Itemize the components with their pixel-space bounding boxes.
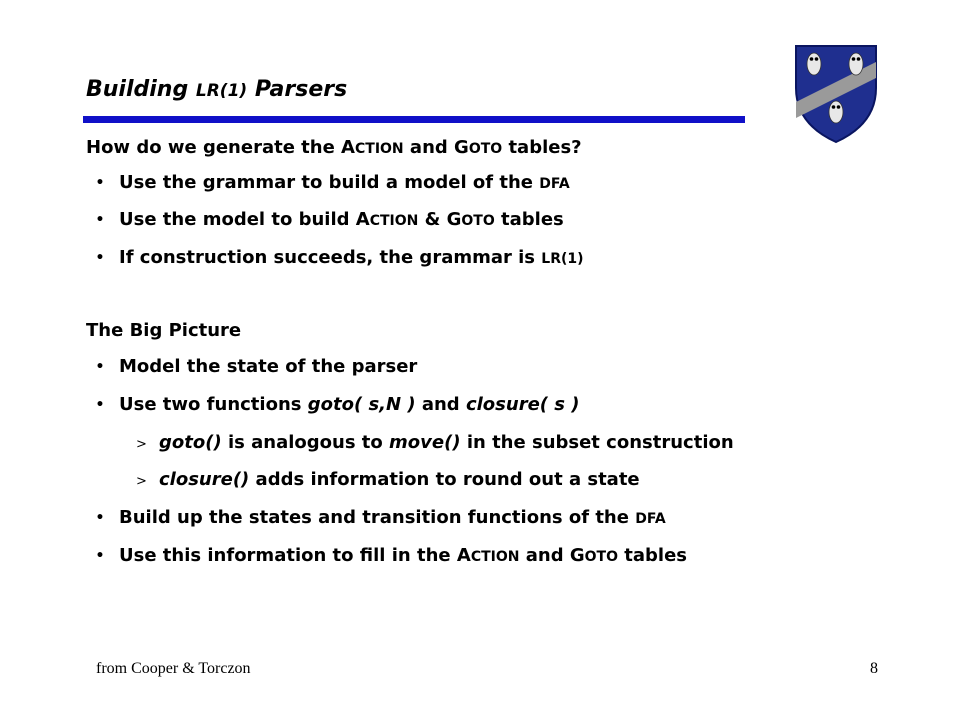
bullet-item-two-functions: Use two functions goto( s,N ) and closure( s ) [119, 394, 580, 415]
section1-heading: How do we generate the ACTION and GOTO tables? [86, 137, 582, 158]
bullet-icon: • [95, 212, 105, 228]
bullet-item-build-tables: Use the model to build ACTION & GOTO tables [119, 209, 564, 230]
section2-heading: The Big Picture [86, 320, 242, 341]
bullet-icon: • [95, 250, 105, 266]
bullet-icon: • [95, 359, 105, 375]
sub-bullet-icon: > [136, 474, 147, 489]
rice-university-crest-icon [792, 42, 880, 146]
slide-title: Building LR(1) Parsers [86, 77, 348, 102]
bullet-icon: • [95, 397, 105, 413]
footer-credit: from Cooper & Torczon [96, 660, 251, 677]
bullet-icon: • [95, 548, 105, 564]
bullet-item-build-states: Build up the states and transition functions of the DFA [119, 507, 666, 528]
page-number: 8 [870, 660, 878, 677]
bullet-item-model-state: Model the state of the parser [119, 356, 418, 377]
sub-item-goto: goto() is analogous to move() in the subset construction [159, 432, 734, 453]
title-underline-rule [83, 116, 745, 123]
sub-item-closure: closure() adds information to round out a state [159, 469, 640, 490]
sub-bullet-icon: > [136, 437, 147, 452]
bullet-icon: • [95, 510, 105, 526]
bullet-item-construction-succeeds: If construction succeeds, the grammar is LR(1) [119, 247, 584, 268]
bullet-item-build-model: Use the grammar to build a model of the DFA [119, 172, 570, 193]
bullet-icon: • [95, 175, 105, 191]
bullet-item-fill-tables: Use this information to fill in the ACTION and GOTO tables [119, 545, 687, 566]
